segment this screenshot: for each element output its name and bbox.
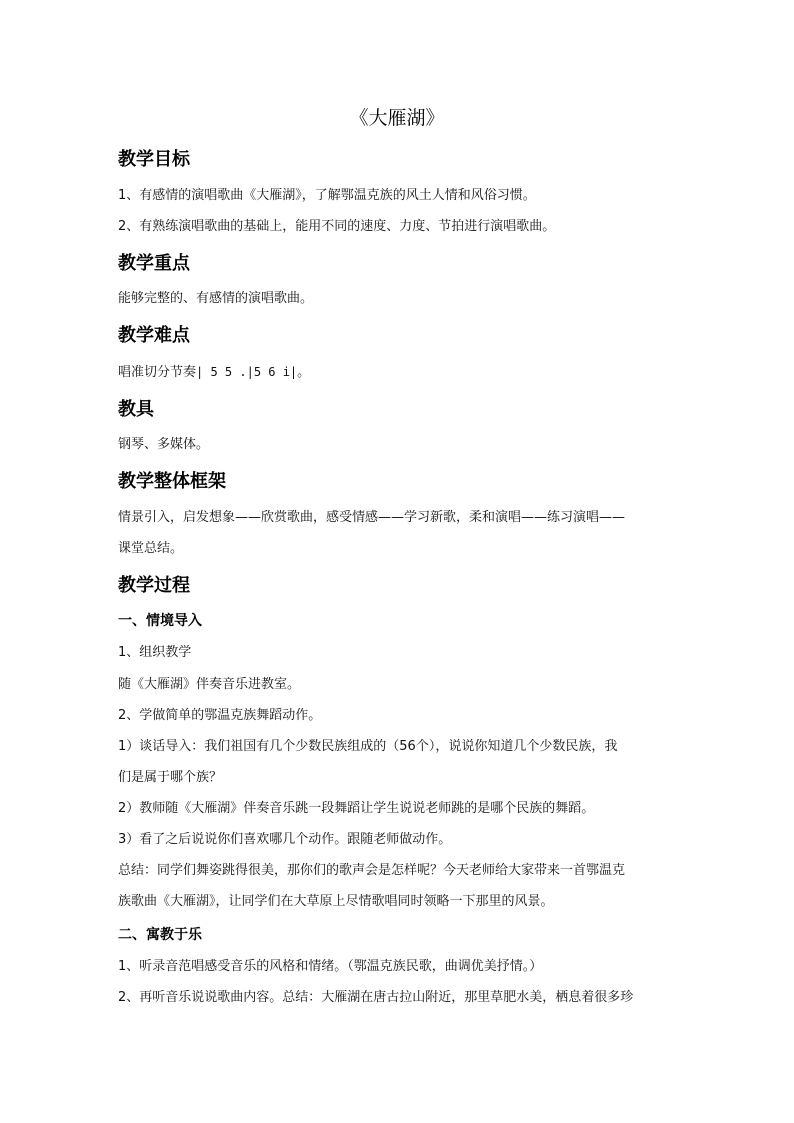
subheading-teach-through-fun: 二、寓教于乐: [118, 927, 202, 943]
process-line-1: 1、组织教学: [118, 645, 192, 660]
key-points-text: 能够完整的、有感情的演唱歌曲。: [118, 291, 314, 306]
subheading-situation-intro: 一、情境导入: [118, 613, 202, 629]
process-line-4: 1）谈话导入：我们祖国有几个少数民族组成的（56个），说说你知道几个少数民族，我: [118, 739, 618, 754]
process-line-6: 2）教师随《大雁湖》伴奏音乐跳一段舞蹈让学生说说老师跳的是哪个民族的舞蹈。: [118, 801, 595, 816]
difficulties-suffix: 。: [297, 365, 311, 380]
document-title: 《大雁湖》: [349, 107, 445, 129]
goal-item-1: 1、有感情的演唱歌曲《大雁湖》，了解鄂温克族的风土人情和风俗习惯。: [118, 188, 536, 203]
tools-text: 钢琴、多媒体。: [118, 437, 210, 452]
process2-line-2: 2、再听音乐说说歌曲内容。总结：大雁湖在唐古拉山附近，那里草肥水美，栖息着很多珍: [118, 990, 634, 1005]
difficulties-text: 唱准切分节奏: [118, 365, 197, 380]
process-line-8: 总结：同学们舞姿跳得很美，那你们的歌声会是怎样呢？今天老师给大家带来一首鄂温克: [118, 863, 626, 878]
heading-tools: 教具: [118, 399, 154, 420]
rhythm-notation: | 5 5 .|5 6 i|: [196, 365, 298, 379]
process-line-9: 族歌曲《大雁湖》，让同学们在大草原上尽情歌唱同时领略一下那里的风景。: [118, 894, 554, 909]
process-line-3: 2、学做简单的鄂温克族舞蹈动作。: [118, 708, 322, 723]
framework-line-2: 课堂总结。: [118, 541, 184, 556]
difficulties-line: [118, 362, 310, 383]
heading-framework: 教学整体框架: [118, 471, 226, 492]
process-line-2: 随《大雁湖》伴奏音乐进教室。: [118, 677, 301, 692]
heading-key-points: 教学重点: [118, 253, 190, 274]
framework-line-1: 情景引入，启发想象——欣赏歌曲，感受情感——学习新歌，柔和演唱——练习演唱——: [118, 510, 626, 525]
heading-teaching-goals: 教学目标: [118, 149, 190, 170]
process2-line-1: 1、听录音范唱感受音乐的风格和情绪。（鄂温克族民歌，曲调优美抒情。）: [118, 959, 543, 974]
heading-process: 教学过程: [118, 575, 190, 596]
process-line-7: 3）看了之后说说你们喜欢哪几个动作。跟随老师做动作。: [118, 832, 452, 847]
goal-item-2: 2、有熟练演唱歌曲的基础上，能用不同的速度、力度、节拍进行演唱歌曲。: [118, 219, 556, 234]
heading-difficulties: 教学难点: [118, 325, 190, 346]
process-line-5: 们是属于哪个族？: [118, 770, 223, 785]
